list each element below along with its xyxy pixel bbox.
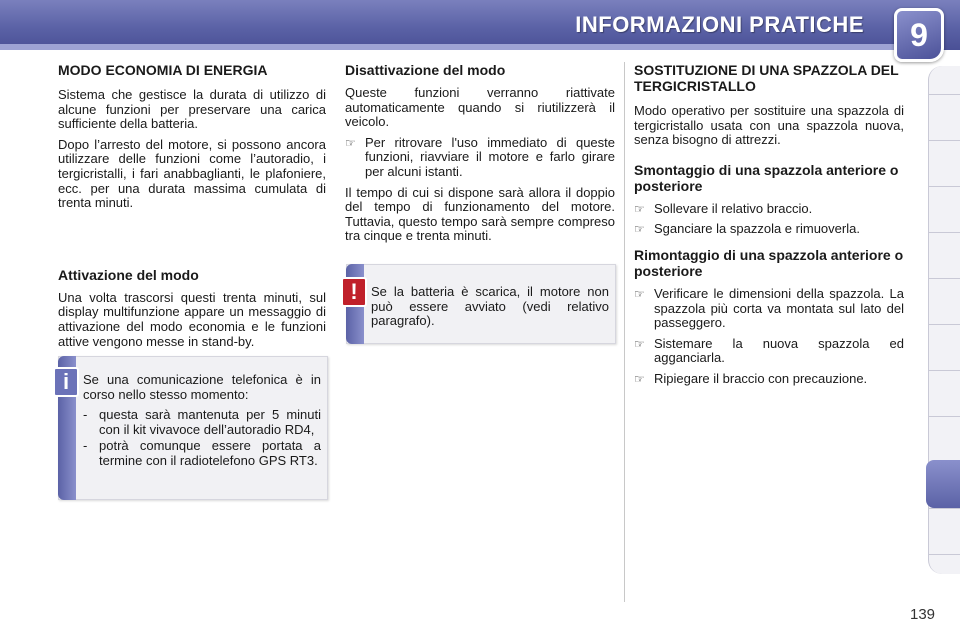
paragraph: Sistema che gestisce la durata di utilizzo di alcune funzioni per preservare una carica sufficiente della batteria. bbox=[58, 87, 326, 132]
tab-divider bbox=[929, 370, 960, 371]
column-wiper-replacement bbox=[634, 62, 904, 393]
spacer bbox=[58, 217, 326, 267]
column-economy-mode bbox=[58, 62, 326, 355]
pointing-hand-icon: ☞ bbox=[634, 201, 645, 216]
tab-divider bbox=[929, 186, 960, 187]
tab-divider bbox=[929, 324, 960, 325]
tab-divider bbox=[929, 94, 960, 95]
column-deactivation bbox=[345, 62, 615, 250]
list-item bbox=[345, 136, 615, 180]
list-item-text: Sganciare la spazzola e rimuoverla. bbox=[654, 221, 860, 237]
pointing-hand-icon: ☞ bbox=[634, 371, 645, 386]
list-item bbox=[83, 408, 321, 437]
section-heading: SOSTITUZIONE DI UNA SPAZZOLA DEL TERGICRISTALLO bbox=[634, 62, 899, 94]
header-underline bbox=[0, 44, 900, 50]
tab-divider bbox=[929, 140, 960, 141]
list-item-text: Sistemare la nuova spazzola ed agganciarla. bbox=[654, 335, 904, 366]
list-item-text: Sollevare il relativo braccio. bbox=[654, 200, 813, 216]
tab-divider bbox=[929, 232, 960, 233]
list-item bbox=[634, 222, 904, 237]
column-divider bbox=[624, 62, 625, 602]
active-chapter-tab bbox=[926, 460, 960, 508]
list-item bbox=[634, 372, 904, 387]
info-text bbox=[83, 373, 321, 471]
warning-text: Se la batteria è scarica, il motore non può essere avviato (vedi relativo paragrafo). bbox=[371, 284, 609, 329]
pointing-hand-icon: ☞ bbox=[634, 286, 645, 301]
info-icon: i bbox=[53, 367, 79, 397]
list-item-text: Verificare le dimensioni della spazzola. La spazzola più corta va montata sul lato del passeggero. bbox=[654, 285, 904, 331]
pointing-hand-icon: ☞ bbox=[634, 336, 645, 351]
warning-icon: ! bbox=[341, 277, 367, 307]
paragraph: Dopo l’arresto del motore, si possono ancora utilizzare delle funzioni come l’autoradio, i tergicristalli, i fari anabbaglianti, le plafoniere, ecc. per una durata massima cumulata di trenta minuti. bbox=[58, 136, 326, 211]
page-number: 139 bbox=[910, 606, 936, 623]
list-item-text: questa sarà mantenuta per 5 minuti con il kit vivavoce dell’autoradio RD4, bbox=[99, 407, 321, 437]
spacer bbox=[634, 154, 904, 162]
list-item bbox=[634, 202, 904, 217]
dash-marker: - bbox=[83, 438, 88, 454]
sub-heading: Smontaggio di una spazzola anteriore o posteriore bbox=[634, 161, 899, 194]
chapter-badge: 9 bbox=[894, 8, 944, 62]
pointing-hand-icon: ☞ bbox=[634, 222, 645, 237]
tab-divider bbox=[929, 278, 960, 279]
tab-divider bbox=[929, 508, 960, 509]
section-heading: Disattivazione del modo bbox=[345, 62, 506, 78]
list-item bbox=[634, 287, 904, 331]
pointing-hand-icon: ☞ bbox=[345, 135, 356, 150]
dash-marker: - bbox=[83, 407, 88, 423]
sub-heading: Rimontaggio di una spazzola anteriore o posteriore bbox=[634, 246, 904, 279]
list-item bbox=[634, 337, 904, 366]
section-heading: MODO ECONOMIA DI ENERGIA bbox=[58, 62, 268, 78]
warning-box bbox=[346, 264, 616, 344]
page-title: INFORMAZIONI PRATICHE bbox=[575, 12, 864, 37]
paragraph: Queste funzioni verranno riattivate automaticamente quando si riutilizzerà il veicolo. bbox=[345, 85, 615, 130]
paragraph: Modo operativo per sostituire una spazzola di tergicristallo usata con una spazzola nuova, senza bisogno di attrezzi. bbox=[634, 103, 904, 148]
tab-divider bbox=[929, 554, 960, 555]
info-box bbox=[58, 356, 328, 500]
list-item-text: potrà comunque essere portata a termine con il radiotelefono GPS RT3. bbox=[99, 438, 321, 468]
list-item bbox=[83, 439, 321, 468]
info-intro: Se una comunicazione telefonica è in corso nello stesso momento: bbox=[83, 372, 321, 402]
paragraph: Il tempo di cui si dispone sarà allora il doppio del tempo di funzionamento del motore. Tuttavia, questo tempo sarà sempre compreso tra cinque e trenta minuti. bbox=[345, 184, 615, 244]
tab-divider bbox=[929, 416, 960, 417]
list-item-text: Per ritrovare l'uso immediato di queste funzioni, riavviare il motore e farlo girare per alcuni istanti. bbox=[365, 134, 615, 179]
list-item-text: Ripiegare il braccio con precauzione. bbox=[654, 370, 868, 386]
sub-heading: Attivazione del modo bbox=[58, 266, 199, 283]
paragraph: Una volta trascorsi questi trenta minuti, sul display multifunzione appare un messaggio di attivazione del modo economia e le funzioni attive vengono messe in stand-by. bbox=[58, 289, 326, 349]
